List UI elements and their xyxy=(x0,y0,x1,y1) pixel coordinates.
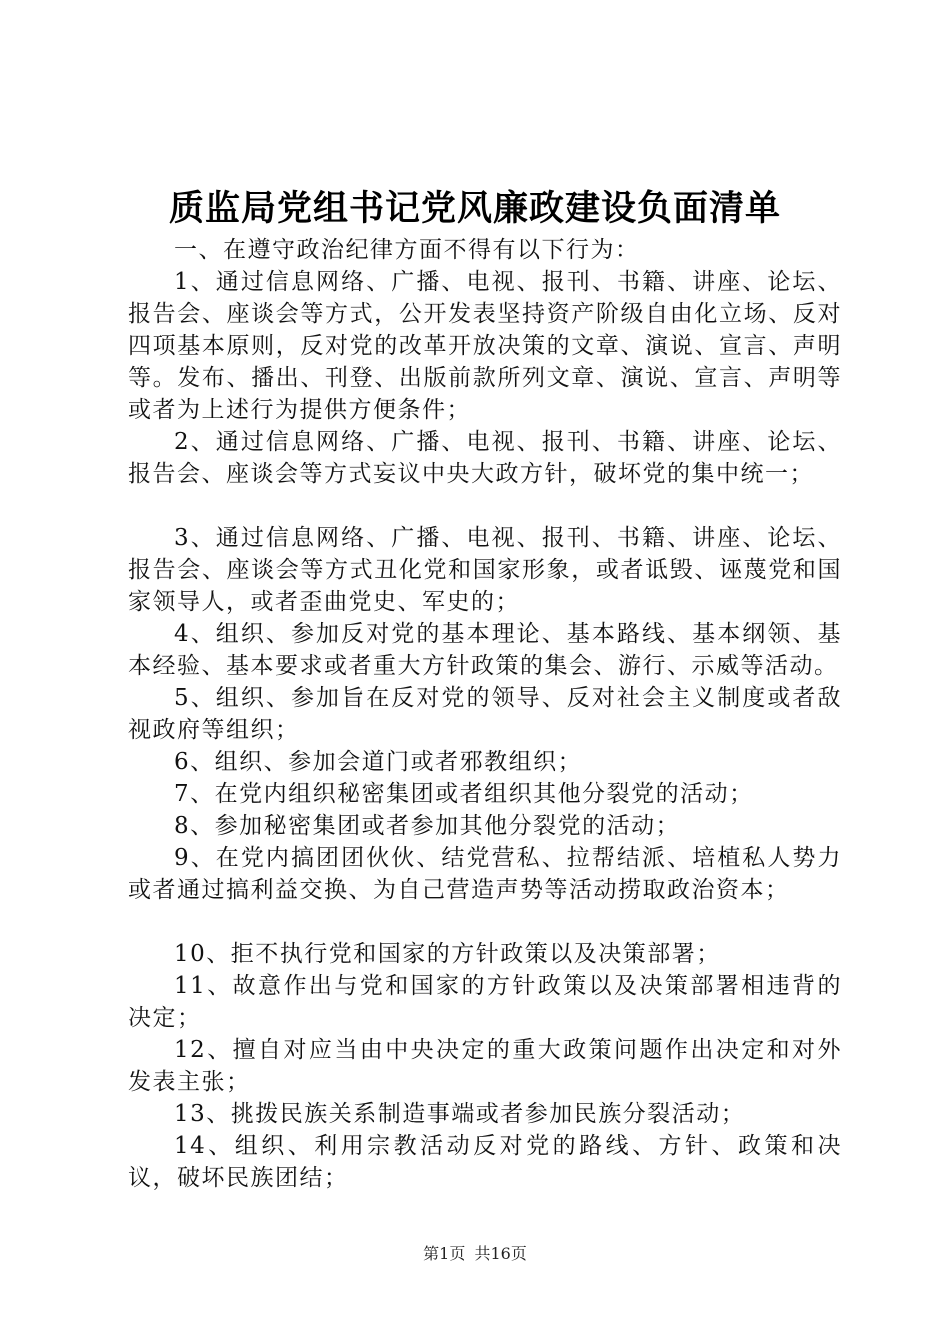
document-body xyxy=(128,234,842,1194)
paragraph-item-6: 6、组织、参加会道门或者邪教组织； xyxy=(174,749,583,775)
page-total: 共16页 xyxy=(474,1244,527,1263)
paragraph-item-2: 2、通过信息网络、广播、电视、报刊、书籍、讲座、论坛、报告会、座谈会等方式妄议中央大政方针，破坏党的集中统一； xyxy=(128,429,842,487)
page-footer xyxy=(0,1243,950,1265)
paragraph-item-10: 10、拒不执行党和国家的方针政策以及决策部署； xyxy=(174,941,721,967)
paragraph-item-1: 1、通过信息网络、广播、电视、报刊、书籍、讲座、论坛、报告会、座谈会等方式，公开发表坚持资产阶级自由化立场、反对四项基本原则，反对党的改革开放决策的文章、演说、宣言、声明等。发布、播出、刊登、出版前款所列文章、演说、宣言、声明等或者为上述行为提供方便条件； xyxy=(128,269,842,423)
paragraph-item-3: 3、通过信息网络、广播、电视、报刊、书籍、讲座、论坛、报告会、座谈会等方式丑化党和国家形象，或者诋毁、诬蔑党和国家领导人，或者歪曲党史、军史的； xyxy=(128,525,842,615)
paragraph-item-11: 11、故意作出与党和国家的方针政策以及决策部署相违背的决定； xyxy=(128,973,842,1031)
paragraph-item-13: 13、挑拨民族关系制造事端或者参加民族分裂活动； xyxy=(174,1101,746,1127)
paragraph-item-4: 4、组织、参加反对党的基本理论、基本路线、基本纲领、基本经验、基本要求或者重大方针政策的集会、游行、示威等活动。 xyxy=(128,621,842,679)
document-title: 质监局党组书记党风廉政建设负面清单 xyxy=(168,188,781,229)
paragraph-item-9: 9、在党内搞团团伙伙、结党营私、拉帮结派、培植私人势力或者通过搞利益交换、为自己营造声势等活动捞取政治资本； xyxy=(128,845,842,903)
paragraph-item-5: 5、组织、参加旨在反对党的领导、反对社会主义制度或者敌视政府等组织； xyxy=(128,685,842,743)
page-number: 第1页 xyxy=(423,1244,466,1263)
paragraph-heading: 一、在遵守政治纪律方面不得有以下行为： xyxy=(174,237,640,263)
paragraph-item-14: 14、组织、利用宗教活动反对党的路线、方针、政策和决议，破坏民族团结； xyxy=(128,1133,842,1191)
paragraph-item-8: 8、参加秘密集团或者参加其他分裂党的活动； xyxy=(174,813,681,839)
paragraph-item-12: 12、擅自对应当由中央决定的重大政策问题作出决定和对外发表主张； xyxy=(128,1037,842,1095)
paragraph-item-7: 7、在党内组织秘密集团或者组织其他分裂党的活动； xyxy=(174,781,754,807)
